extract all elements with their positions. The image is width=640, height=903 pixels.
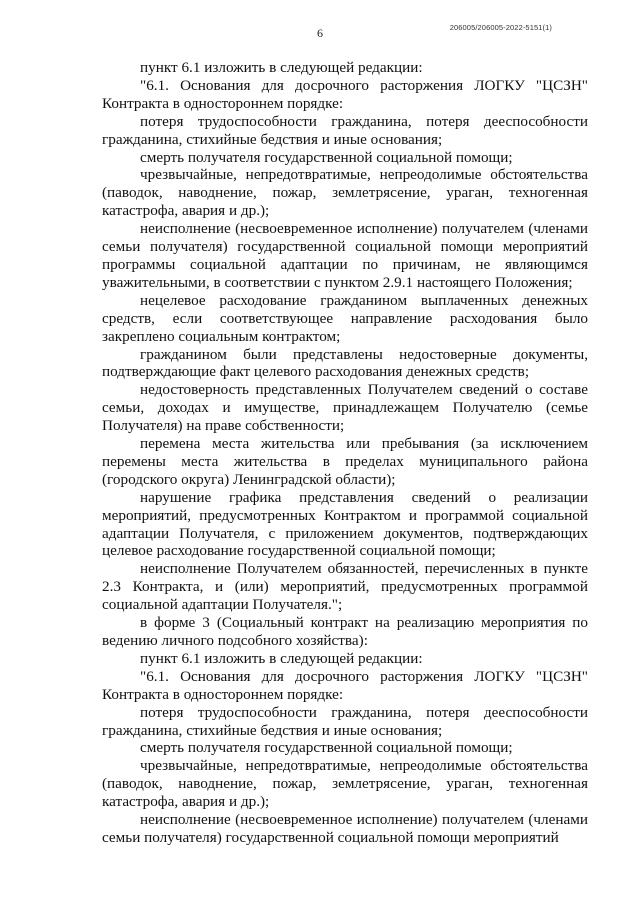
paragraph: "6.1. Основания для досрочного расторжения ЛОГКУ "ЦСЗН" Контракта в одностороннем порядке: [102,76,588,112]
paragraph: "6.1. Основания для досрочного расторжения ЛОГКУ "ЦСЗН" Контракта в одностороннем порядке: [102,667,588,703]
paragraph: чрезвычайные, непредотвратимые, непреодолимые обстоятельства (паводок, наводнение, пожар, землетрясение, ураган, техногенная катастрофа, авария и др.); [102,166,588,220]
document-body [102,59,588,847]
paragraph: нарушение графика представления сведений о реализации мероприятий, предусмотренных Контрактом и программой социальной адаптации Получателя, с приложением документов, подтверждающих целевое расходование государственной социальной помощи; [102,488,588,560]
paragraph: недостоверность представленных Получателем сведений о составе семьи, доходах и имуществе, принадлежащем Получателю (семье Получателя) на праве собственности; [102,381,588,435]
page-number: 6 [317,26,323,40]
paragraph: чрезвычайные, непредотвратимые, непреодолимые обстоятельства (паводок, наводнение, пожар, землетрясение, ураган, техногенная катастрофа, авария и др.); [102,757,588,811]
paragraph: потеря трудоспособности гражданина, потеря дееспособности гражданина, стихийные бедствия и иные основания; [102,112,588,148]
paragraph: в форме 3 (Социальный контракт на реализацию мероприятия по ведению личного подсобного хозяйства): [102,614,588,649]
paragraph: потеря трудоспособности гражданина, потеря дееспособности гражданина, стихийные бедствия и иные основания; [102,703,588,739]
paragraph: неисполнение Получателем обязанностей, перечисленных в пункте 2.3 Контракта, и (или) мероприятий, предусмотренных программой социальной адаптации Получателя."; [102,560,588,614]
paragraph: пункт 6.1 изложить в следующей редакции: [140,649,423,667]
paragraph: неисполнение (несвоевременное исполнение) получателем (членами семьи получателя) государственной социальной помощи мероприятий программы социальной адаптации по причинам, не являющимся уважительными, в соответствии с пунктом 2.9.1 настоящего Положения; [102,220,588,291]
paragraph: пункт 6.1 изложить в следующей редакции: [140,59,423,76]
paragraph: перемена места жительства или пребывания (за исключением перемены места жительства в пределах муниципального района (городского округа) Ленинградской области); [102,435,588,488]
paragraph: смерть получателя государственной социальной помощи; [140,148,513,166]
paragraph: неисполнение (несвоевременное исполнение) получателем (членами семьи получателя) государственной социальной помощи мероприятий [102,811,588,846]
paragraph: гражданином были представлены недостоверные документы, подтверждающие факт целевого расходования денежных средств; [102,345,588,381]
paragraph: нецелевое расходование гражданином выплаченных денежных средств, если соответствующее направление расходования было закреплено социальным контрактом; [102,291,588,345]
paragraph: смерть получателя государственной социальной помощи; [140,739,513,757]
document-id: 206005/206005-2022-5151(1) [449,23,552,32]
